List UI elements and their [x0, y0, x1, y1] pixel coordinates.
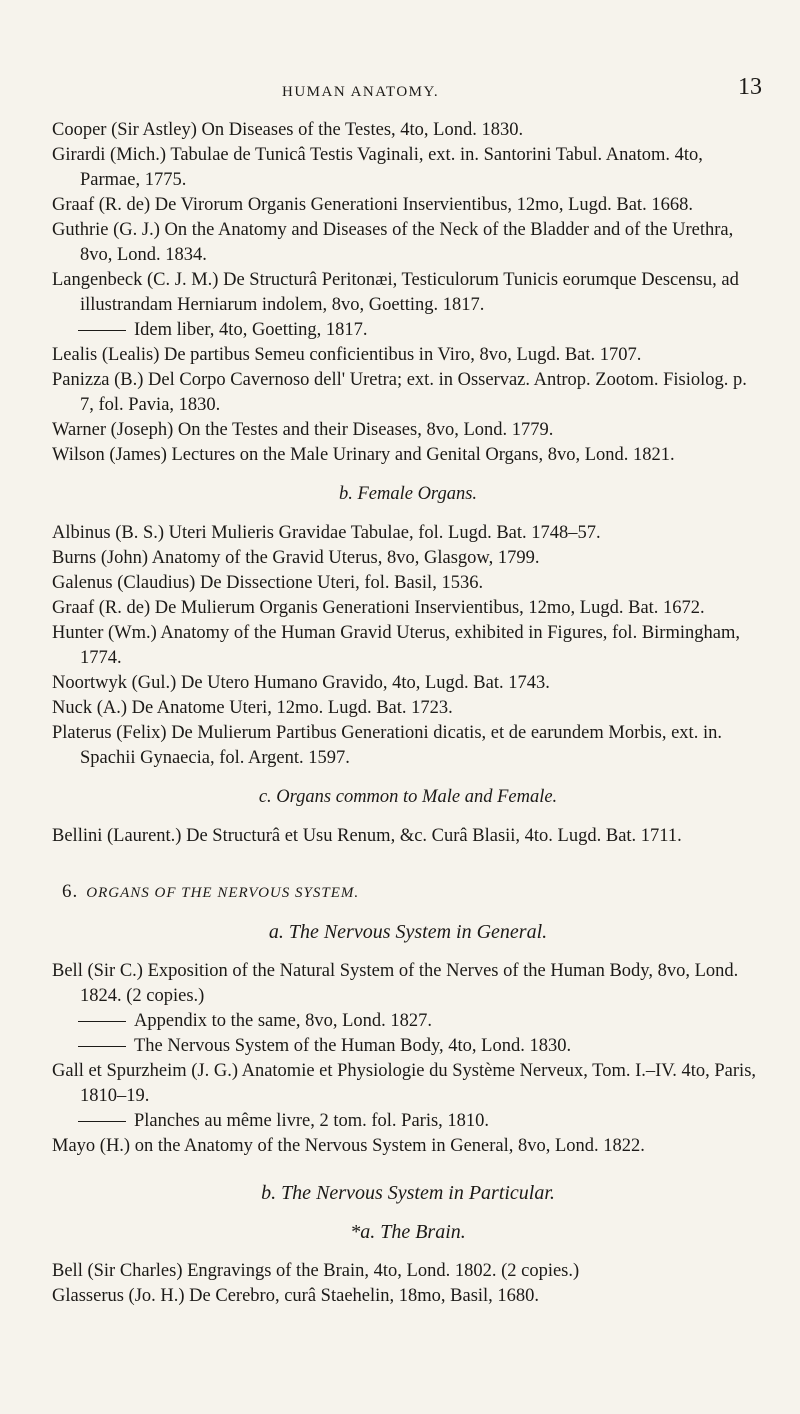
- nervous-general-list: [52, 959, 764, 1159]
- bib-entry: Graaf (R. de) De Mulierum Organis Generationi Inservientibus, 12mo, Lugd. Bat. 1672.: [52, 598, 705, 618]
- bib-entry-text: Appendix to the same, 8vo, Lond. 1827.: [134, 1011, 433, 1031]
- running-title: HUMAN ANATOMY.: [282, 84, 440, 100]
- bib-entry: Warner (Joseph) On the Testes and their Diseases, 8vo, Lond. 1779.: [52, 420, 554, 440]
- bib-entry: Cooper (Sir Astley) On Diseases of the Testes, 4to, Lond. 1830.: [52, 120, 524, 140]
- bib-entry: Galenus (Claudius) De Dissectione Uteri, fol. Basil, 1536.: [52, 573, 484, 593]
- bib-entry: Nuck (A.) De Anatome Uteri, 12mo. Lugd. Bat. 1723.: [52, 698, 453, 718]
- bib-entry: Hunter (Wm.) Anatomy of the Human Gravid Uterus, exhibited in Figures, fol. Birmingham, 1774.: [52, 623, 740, 668]
- section-number: 6.: [62, 881, 79, 902]
- bib-entry-idem: [52, 318, 764, 343]
- bib-entry: Lealis (Lealis) De partibus Semeu conficientibus in Viro, 8vo, Lugd. Bat. 1707.: [52, 345, 642, 365]
- nervous-system-heading: [52, 879, 764, 906]
- ditto-dash: [78, 330, 126, 331]
- bib-entry: Bell (Sir C.) Exposition of the Natural System of the Nerves of the Human Body, 8vo, Lond. 1824. (2 copies.): [52, 961, 739, 1006]
- female-organs-list: [52, 521, 764, 771]
- page-content: [52, 118, 764, 1309]
- bib-entry-ditto: [52, 1009, 764, 1034]
- ditto-dash: [78, 1046, 126, 1047]
- bib-entry: Graaf (R. de) De Virorum Organis Generationi Inservientibus, 12mo, Lugd. Bat. 1668.: [52, 195, 693, 215]
- bib-entry: Burns (John) Anatomy of the Gravid Uterus, 8vo, Glasgow, 1799.: [52, 548, 540, 568]
- ditto-dash: [78, 1121, 126, 1122]
- common-organs-heading: c. Organs common to Male and Female.: [258, 787, 558, 807]
- bib-entry: Glasserus (Jo. H.) De Cerebro, curâ Staehelin, 18mo, Basil, 1680.: [52, 1286, 540, 1306]
- bib-entry: Guthrie (G. J.) On the Anatomy and Diseases of the Neck of the Bladder and of the Urethra, 8vo, Lond. 1834.: [52, 220, 734, 265]
- page-number: 13: [738, 74, 762, 100]
- bib-entry-text: Idem liber, 4to, Goetting, 1817.: [134, 320, 368, 340]
- bib-entry: Noortwyk (Gul.) De Utero Humano Gravido, 4to, Lugd. Bat. 1743.: [52, 673, 550, 693]
- bib-entry: Albinus (B. S.) Uteri Mulieris Gravidae Tabulae, fol. Lugd. Bat. 1748–57.: [52, 523, 601, 543]
- ditto-dash: [78, 1021, 126, 1022]
- bib-entry: Panizza (B.) Del Corpo Cavernoso dell' Uretra; ext. in Osservaz. Antrop. Zootom. Fisiolog. p. 7, fol. Pavia, 1830.: [52, 370, 747, 415]
- bib-entry: Girardi (Mich.) Tabulae de Tunicâ Testis Vaginali, ext. in. Santorini Tabul. Anatom. 4to, Parmae, 1775.: [52, 145, 703, 190]
- nervous-particular-heading: b. The Nervous System in Particular.: [261, 1182, 555, 1204]
- bib-entry: Langenbeck (C. J. M.) De Structurâ Peritonæi, Testiculorum Tunicis eorumque Descensu, ad illustrandam Herniarum indolem, 8vo, Goetting. 1817.: [52, 270, 739, 315]
- male-organs-list: [52, 118, 764, 468]
- female-organs-heading: b. Female Organs.: [338, 484, 478, 504]
- bib-entry: Mayo (H.) on the Anatomy of the Nervous System in General, 8vo, Lond. 1822.: [52, 1136, 645, 1156]
- section-title: ORGANS OF THE NERVOUS SYSTEM.: [86, 885, 360, 901]
- bib-entry-text: Planches au même livre, 2 tom. fol. Paris, 1810.: [134, 1111, 490, 1131]
- bib-entry: Gall et Spurzheim (J. G.) Anatomie et Physiologie du Système Nerveux, Tom. I.–IV. 4to, Paris, 1810–19.: [52, 1061, 757, 1106]
- common-organs-list: [52, 824, 764, 849]
- bib-entry: Wilson (James) Lectures on the Male Urinary and Genital Organs, 8vo, Lond. 1821.: [52, 445, 675, 465]
- brain-list: [52, 1259, 764, 1309]
- bib-entry-text: The Nervous System of the Human Body, 4to, Lond. 1830.: [134, 1036, 572, 1056]
- brain-heading: *a. The Brain.: [350, 1221, 466, 1243]
- nervous-general-heading: a. The Nervous System in General.: [268, 921, 548, 943]
- bib-entry: Bellini (Laurent.) De Structurâ et Usu Renum, &c. Curâ Blasii, 4to. Lugd. Bat. 1711.: [52, 826, 682, 846]
- bib-entry: Bell (Sir Charles) Engravings of the Brain, 4to, Lond. 1802. (2 copies.): [52, 1261, 580, 1281]
- bib-entry-ditto: [52, 1109, 764, 1134]
- bib-entry-ditto: [52, 1034, 764, 1059]
- bib-entry: Platerus (Felix) De Mulierum Partibus Generationi dicatis, et de earundem Morbis, ext. in. Spachii Gynaecia, fol. Argent. 1597.: [52, 723, 722, 768]
